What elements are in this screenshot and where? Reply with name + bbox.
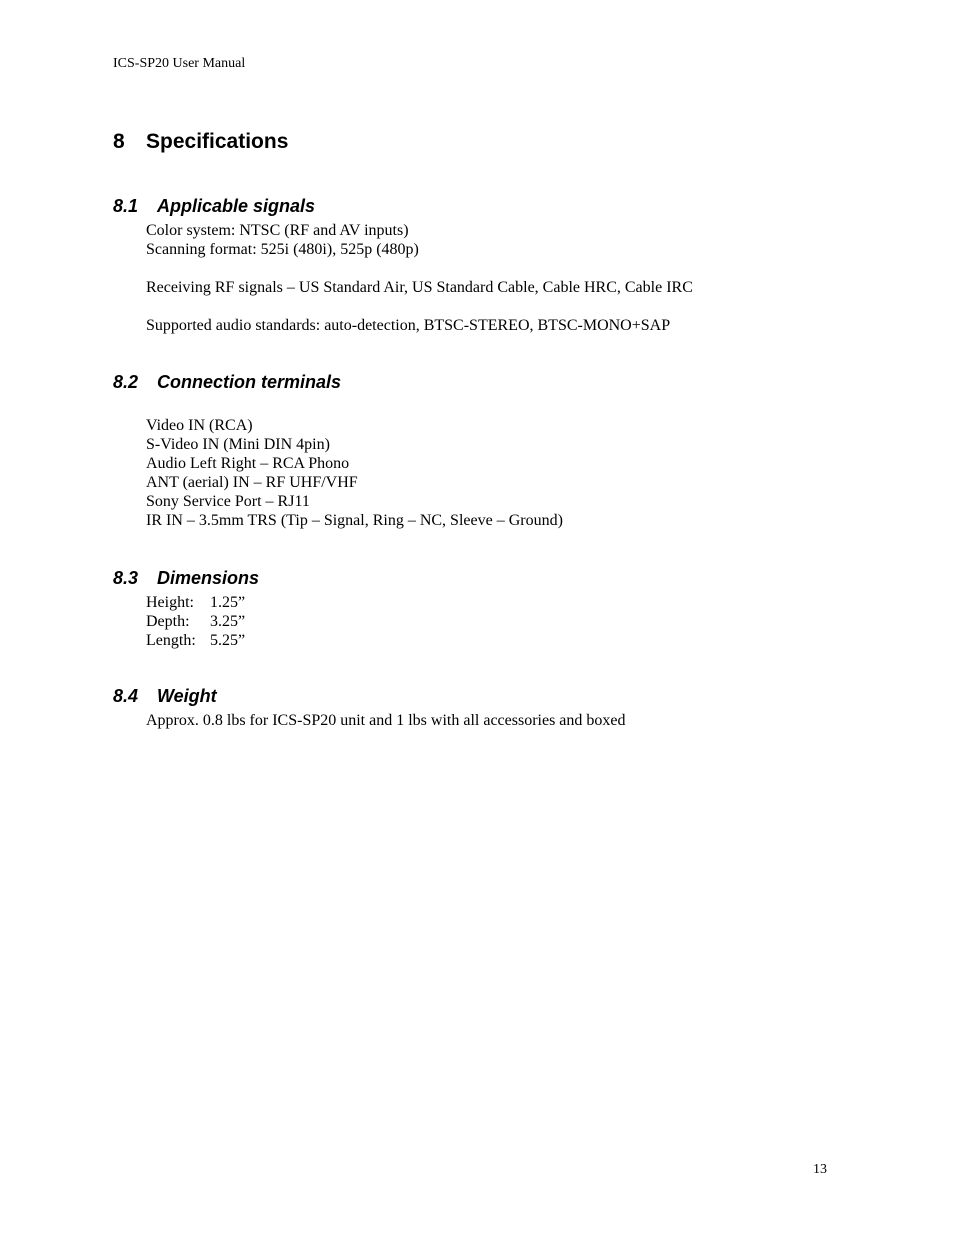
page-number: 13 (813, 1162, 827, 1177)
dimension-label: Depth: (146, 613, 190, 630)
terminal-item: Video IN (RCA) (146, 417, 253, 434)
rf-signals-line: Receiving RF signals – US Standard Air, US Standard Cable, Cable HRC, Cable IRC (146, 279, 693, 296)
section-number: 8 (113, 130, 125, 153)
subsection-number: 8.1 (113, 196, 139, 216)
subsection-number: 8.3 (113, 568, 139, 588)
dimension-row-length (146, 631, 245, 650)
terminal-item: Sony Service Port – RJ11 (146, 493, 310, 510)
dimension-label: Length: (146, 632, 196, 649)
dimension-label: Height: (146, 594, 194, 611)
subsection-number: 8.4 (113, 686, 139, 706)
subsection-title: Dimensions (157, 568, 260, 588)
subsection-title: Weight (157, 686, 217, 706)
subsection-heading-weight (113, 685, 217, 707)
section-title: Specifications (146, 130, 289, 153)
dimension-row-depth (146, 612, 245, 631)
audio-standards-line: Supported audio standards: auto-detection, BTSC-STEREO, BTSC-MONO+SAP (146, 317, 671, 334)
terminal-item: S-Video IN (Mini DIN 4pin) (146, 436, 330, 453)
subsection-heading-connection-terminals (113, 371, 341, 393)
running-header: ICS-SP20 User Manual (113, 56, 246, 71)
subsection-number: 8.2 (113, 372, 139, 392)
terminal-item: Audio Left Right – RCA Phono (146, 455, 350, 472)
subsection-title: Applicable signals (157, 196, 316, 216)
terminal-item: ANT (aerial) IN – RF UHF/VHF (146, 474, 358, 491)
dimension-value: 3.25” (210, 613, 246, 630)
subsection-heading-applicable-signals (113, 195, 315, 217)
color-system-line: Color system: NTSC (RF and AV inputs) (146, 222, 409, 239)
subsection-title: Connection terminals (157, 372, 342, 392)
section-heading (113, 129, 288, 155)
terminal-item: IR IN – 3.5mm TRS (Tip – Signal, Ring – NC, Sleeve – Ground) (146, 512, 563, 529)
scanning-format-line: Scanning format: 525i (480i), 525p (480p) (146, 241, 419, 258)
dimension-value: 5.25” (210, 632, 246, 649)
dimension-row-height (146, 593, 245, 612)
subsection-heading-dimensions (113, 567, 259, 589)
dimension-value: 1.25” (210, 594, 246, 611)
weight-line: Approx. 0.8 lbs for ICS-SP20 unit and 1 lbs with all accessories and boxed (146, 712, 626, 729)
